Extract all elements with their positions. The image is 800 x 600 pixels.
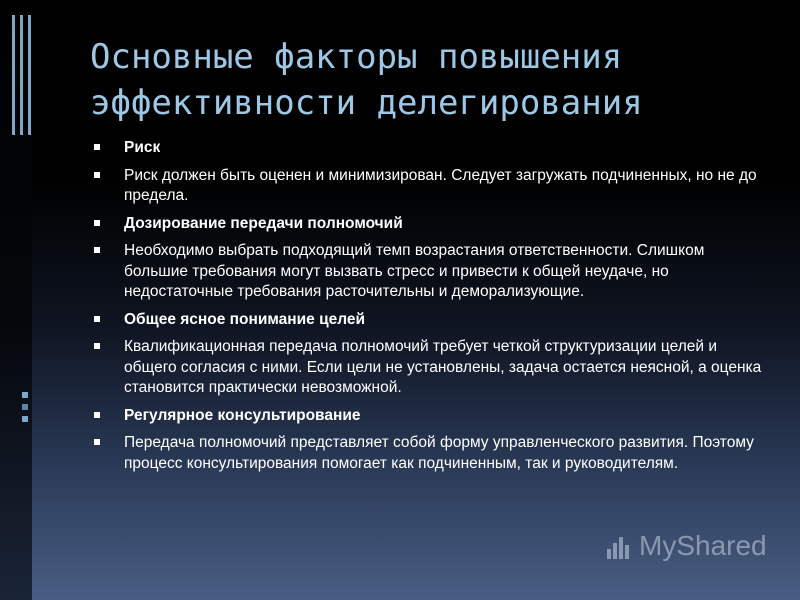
bullet-text: Передача полномочий представляет собой форму управленческого развития. Поэтому процесс консультирования помогает как подчиненным, так и руководителям.	[124, 434, 754, 472]
decorative-bars	[0, 0, 32, 600]
bullet-marker	[94, 172, 100, 178]
bullet-text: Необходимо выбрать подходящий темп возрастания ответственности. Слишком большие требования могут вызвать стресс и привести к общей неудаче, но недостаточные требования расточительны и деморализующие.	[124, 242, 705, 300]
bullet-marker	[94, 144, 100, 150]
deco-bar	[20, 15, 23, 135]
bullet-heading-dosing	[92, 214, 762, 235]
deco-square	[22, 392, 28, 398]
bullet-heading-consulting	[92, 406, 762, 427]
bullet-heading-risk	[92, 138, 762, 159]
bullet-text: Квалификационная передача полномочий требует четкой структуризации целей и общего согласия с ними. Если цели не установлены, задача остается неясной, а оценка становится практически невозможной.	[124, 338, 762, 396]
deco-square	[22, 404, 28, 410]
bullet-marker	[94, 220, 100, 226]
slide-title	[90, 34, 770, 126]
myshared-logo-icon	[605, 535, 633, 561]
bullet-item	[92, 241, 762, 303]
bullet-text: Общее ясное понимание целей	[124, 310, 366, 328]
bullet-item	[92, 337, 762, 399]
bullet-marker	[94, 343, 100, 349]
bullet-item	[92, 166, 762, 207]
title-line-1: Основные факторы повышения	[90, 37, 623, 77]
bullet-heading-goals	[92, 310, 762, 331]
deco-bar	[12, 15, 15, 135]
deco-bar	[28, 15, 31, 135]
bullet-marker	[94, 412, 100, 418]
bullet-item	[92, 433, 762, 474]
deco-square	[22, 416, 28, 422]
bullet-text: Риск должен быть оценен и минимизирован. Следует загружать подчиненных, но не до предела.	[124, 166, 757, 204]
bullet-marker	[94, 247, 100, 253]
bullet-text: Риск	[124, 139, 161, 156]
title-line-2: эффективности делегирования	[90, 83, 643, 123]
bullet-text: Дозирование передачи полномочий	[124, 214, 403, 232]
bullet-text: Регулярное консультирование	[124, 406, 361, 424]
watermark-text: MyShared	[639, 530, 767, 561]
bullet-marker	[94, 439, 100, 445]
watermark	[605, 530, 767, 562]
bullet-list	[92, 138, 762, 481]
bullet-marker	[94, 316, 100, 322]
